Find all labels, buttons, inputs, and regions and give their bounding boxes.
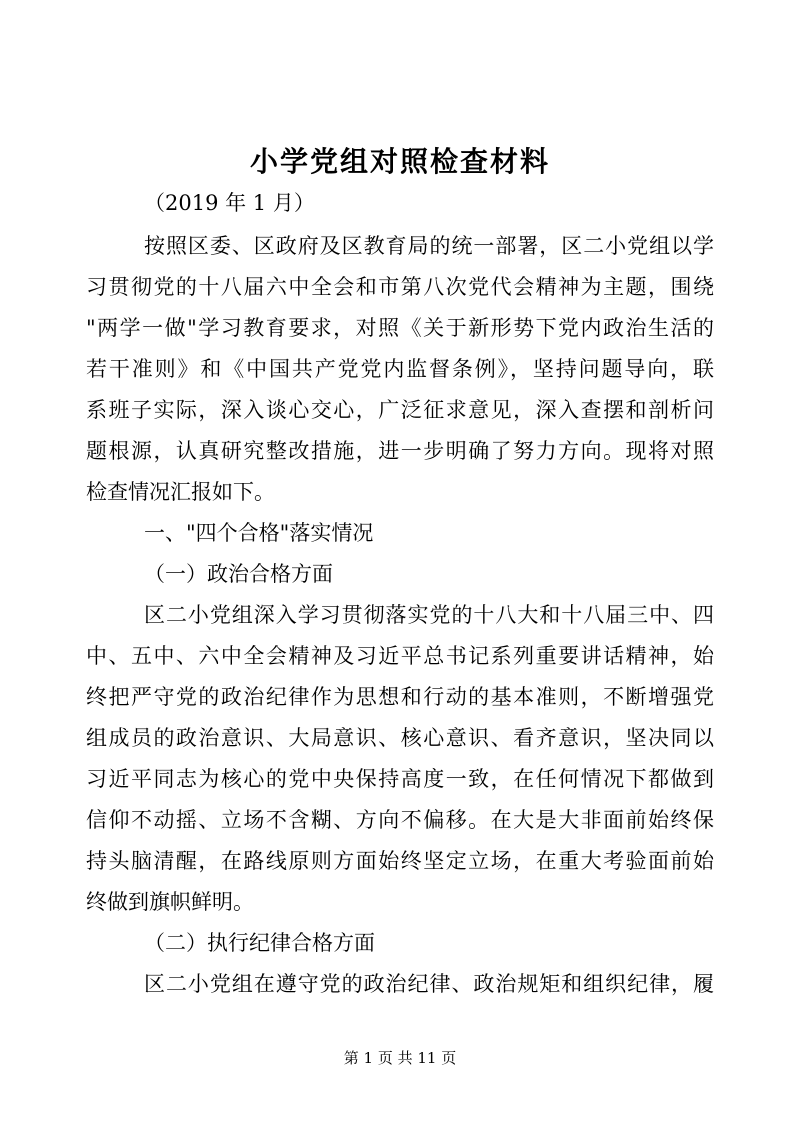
intro-line: "两学一做"学习教育要求，对照《关于新形势下党内政治生活的 [86, 316, 714, 340]
document-title: 小学党组对照检查材料 [249, 145, 550, 178]
page-number: 第 1 页 共 11 页 [343, 1049, 457, 1067]
paragraph-line: 中、五中、六中全会精神及习近平总书记系列重要讲话精神，始 [86, 644, 714, 668]
paragraph-line: 区二小党组深入学习贯彻落实党的十八大和十八届三中、四 [144, 603, 714, 627]
subsection-heading: （二）执行纪律合格方面 [144, 931, 375, 955]
paragraph-line: 习近平同志为核心的党中央保持高度一致，在任何情况下都做到 [86, 767, 714, 791]
paragraph-line: 组成员的政治意识、大局意识、核心意识、看齐意识，坚决同以 [86, 726, 714, 750]
intro-line: 若干准则》和《中国共产党党内监督条例》，坚持问题导向，联 [86, 357, 714, 381]
subsection-heading: （一）政治合格方面 [144, 562, 333, 586]
paragraph-line: 区二小党组在遵守党的政治纪律、政治规矩和组织纪律，履 [144, 972, 714, 996]
intro-line: 按照区委、区政府及区教育局的统一部署，区二小党组以学 [144, 234, 714, 258]
intro-line: 系班子实际，深入谈心交心，广泛征求意见，深入查摆和剖析问 [86, 398, 714, 422]
intro-line: 检查情况汇报如下。 [86, 480, 275, 504]
paragraph-line: 终做到旗帜鲜明。 [86, 890, 254, 914]
intro-line: 题根源，认真研究整改措施，进一步明确了努力方向。现将对照 [86, 439, 714, 463]
paragraph-line: 终把严守党的政治纪律作为思想和行动的基本准则，不断增强党 [86, 685, 714, 709]
paragraph-line: 信仰不动摇、立场不含糊、方向不偏移。在大是大非面前始终保 [86, 808, 714, 832]
intro-line: 习贯彻党的十八届六中全会和市第八次党代会精神为主题，围绕 [86, 275, 714, 299]
paragraph-line: 持头脑清醒，在路线原则方面始终坚定立场，在重大考验面前始 [86, 849, 714, 873]
document-date: （2019 年 1 月） [144, 191, 315, 215]
section-heading: 一、"四个合格"落实情况 [144, 521, 374, 545]
